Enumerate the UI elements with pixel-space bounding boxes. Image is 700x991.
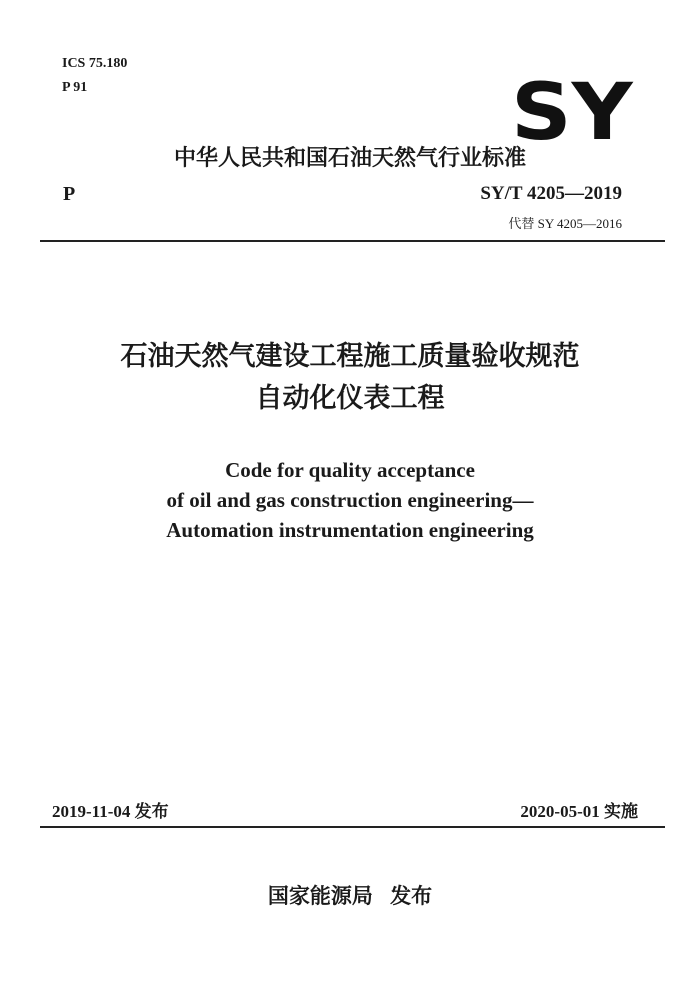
classification-codes (62, 52, 127, 100)
chinese-title-line2: 自动化仪表工程 (255, 383, 445, 414)
english-title-line3: Automation instrumentation engineering (166, 518, 534, 542)
chinese-title-line1: 石油天然气建设工程施工质量验收规范 (120, 341, 580, 372)
chinese-title (0, 336, 700, 420)
english-title (0, 455, 700, 545)
ics-code: ICS 75.180 (62, 56, 128, 71)
sy-logo: SY (511, 68, 633, 158)
industry-standard-title: 中华人民共和国石油天然气行业标准 (173, 146, 526, 171)
implementation-date: 2020-05-01 实施 (520, 802, 638, 821)
issue-date: 2019-11-04 发布 (52, 802, 169, 821)
english-title-line2: of oil and gas construction engineering— (166, 488, 534, 512)
bottom-divider (40, 826, 665, 828)
top-divider (40, 240, 665, 242)
replaces-standard: 代替 SY 4205—2016 (508, 216, 622, 231)
ccs-code: P 91 (62, 80, 88, 95)
standard-number: SY/T 4205—2019 (480, 183, 622, 204)
publisher: 国家能源局 发布 (267, 884, 433, 908)
english-title-line1: Code for quality acceptance (225, 458, 475, 482)
category-letter: P (63, 183, 76, 205)
